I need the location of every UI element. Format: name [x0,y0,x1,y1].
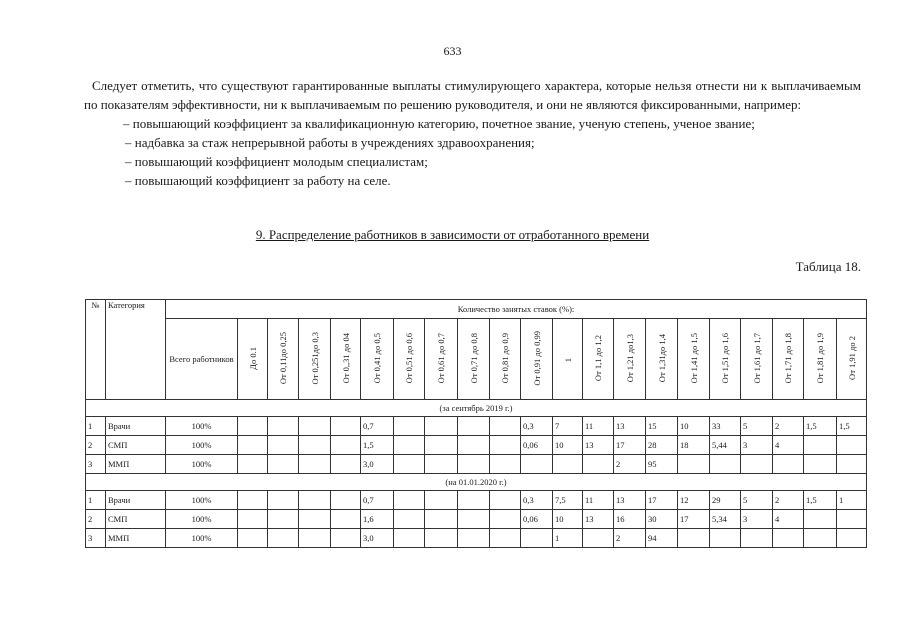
row-value: 0,3 [521,491,553,510]
table-label: Таблица 18. [795,259,861,274]
row-value: 11 [583,417,614,436]
row-value: 0,06 [521,510,553,529]
row-value [804,529,837,548]
row-total: 100% [166,510,238,529]
period-label: (на 01.01.2020 г.) [86,474,867,491]
row-number: 1 [86,417,106,436]
range-label: От 0,91 до 0,99 [531,330,542,386]
row-value: 33 [710,417,741,436]
row-value: 30 [646,510,678,529]
row-value: 94 [646,529,678,548]
row-value [804,436,837,455]
row-value [331,491,361,510]
col-total-header [166,319,238,400]
list-item: – надбавка за стаж непрерывной работы в учреждениях здравоохранения; [125,135,535,150]
row-value [804,455,837,474]
group-header: Количество занятых ставок (%): [166,300,867,319]
range-header [299,319,331,400]
row-number: 2 [86,510,106,529]
row-category: ММП [106,529,166,548]
list-item: – повышающий коэффициент молодым специалистам; [125,154,428,169]
range-header [741,319,773,400]
row-value: 2 [773,417,804,436]
row-value [299,529,331,548]
range-label: От 0,61 до 0,7 [436,332,446,384]
row-value [741,529,773,548]
range-header [804,319,837,400]
row-value [268,417,299,436]
range-label: От 1,31до 1,4 [656,333,667,383]
row-value: 7 [553,417,583,436]
row-value: 4 [773,510,804,529]
row-value [394,455,425,474]
row-value: 0,7 [361,417,394,436]
range-label: До 0.1 [247,346,258,370]
row-value [458,529,490,548]
row-value: 1 [553,529,583,548]
range-label: От 1,61 до 1,7 [751,332,762,384]
row-value: 7,5 [553,491,583,510]
row-value [521,529,553,548]
row-value [238,510,268,529]
row-value [837,510,867,529]
row-value [490,529,521,548]
intro-paragraph: Следует отметить, что существуют гарантированные выплаты стимулирующего характера, которые нельзя отнести ни к выплачиваемым по показателям эффективности, ни к выплачиваемым по решению руководителя, и они не являются фиксированными, например: [84,78,861,112]
row-value: 13 [614,417,646,436]
period-label: (за сентябрь 2019 г.) [86,400,867,417]
row-value [299,510,331,529]
row-value [425,529,458,548]
range-label: От 1,41 до 1,5 [688,332,699,384]
row-value [331,436,361,455]
row-value [238,417,268,436]
row-value: 1,5 [837,417,867,436]
table-row [86,436,867,455]
range-label: От 1,81 до 1,9 [815,332,825,384]
row-value [490,510,521,529]
row-category: СМП [106,510,166,529]
row-value: 13 [583,436,614,455]
row-value [490,491,521,510]
row-value [425,436,458,455]
row-value: 95 [646,455,678,474]
range-label: От 1,71 до 1,8 [783,332,793,384]
table-row [86,529,867,548]
row-value: 1,5 [804,491,837,510]
row-value [299,417,331,436]
row-value [490,417,521,436]
row-value: 4 [773,436,804,455]
row-value [394,417,425,436]
distribution-table [85,299,867,548]
row-value: 1,6 [361,510,394,529]
range-header [553,319,583,400]
range-header [490,319,521,400]
row-value [394,491,425,510]
row-value [490,455,521,474]
row-value [678,529,710,548]
range-header [710,319,741,400]
row-value [521,455,553,474]
row-value [238,529,268,548]
row-value: 17 [646,491,678,510]
row-value [458,417,490,436]
row-value [268,510,299,529]
range-header [614,319,646,400]
row-value: 5,34 [710,510,741,529]
range-header [646,319,678,400]
row-value: 1,5 [804,417,837,436]
row-value [458,455,490,474]
row-value [268,529,299,548]
table-row [86,417,867,436]
range-label: От 0,,31 до 04 [340,332,351,384]
body-text [84,76,861,190]
row-value [837,455,867,474]
range-header [331,319,361,400]
row-value [425,491,458,510]
range-header [361,319,394,400]
row-value [678,455,710,474]
row-value: 10 [678,417,710,436]
row-value [553,455,583,474]
row-value [299,491,331,510]
row-value: 2 [614,455,646,474]
row-value [837,436,867,455]
row-value: 5 [741,417,773,436]
list-item: – повышающий коэффициент за квалификационную категорию, почетное звание, ученую степень, ученое звание; [123,116,755,131]
row-value [331,510,361,529]
row-number: 1 [86,491,106,510]
row-value [268,436,299,455]
row-number: 3 [86,455,106,474]
row-value: 17 [614,436,646,455]
row-value: 0,06 [521,436,553,455]
row-value: 1 [837,491,867,510]
range-label: От 0,251до 0,3 [309,331,320,385]
row-value [741,455,773,474]
range-label: От 1,21 до1,3 [624,333,635,383]
row-value: 2 [614,529,646,548]
table-row [86,491,867,510]
row-total: 100% [166,417,238,436]
row-total: 100% [166,529,238,548]
row-value: 17 [678,510,710,529]
row-value: 10 [553,510,583,529]
range-header [521,319,553,400]
row-value: 3,0 [361,529,394,548]
row-total: 100% [166,436,238,455]
row-value [268,491,299,510]
row-value: 29 [710,491,741,510]
range-label: От 1,51 до 1,6 [720,332,730,384]
row-number: 3 [86,529,106,548]
row-value [331,417,361,436]
row-value: 13 [614,491,646,510]
row-category: ММП [106,455,166,474]
row-value [458,491,490,510]
range-header [773,319,804,400]
row-category: Врачи [106,417,166,436]
row-value [583,455,614,474]
row-value [710,529,741,548]
row-value: 28 [646,436,678,455]
range-label: 1 [562,357,573,362]
range-label: От 0,81 до 0,9 [500,332,510,384]
row-value: 0,7 [361,491,394,510]
range-header [425,319,458,400]
row-value [425,417,458,436]
row-value [299,455,331,474]
row-value [490,436,521,455]
range-label: От 1,1 до 1,2 [593,334,603,382]
table-row [86,510,867,529]
row-number: 2 [86,436,106,455]
row-value: 0,3 [521,417,553,436]
row-value [299,436,331,455]
row-value [773,529,804,548]
row-value: 5,44 [710,436,741,455]
range-header [238,319,268,400]
row-category: Врачи [106,491,166,510]
row-value [331,455,361,474]
range-label: От 0,71 до 0,8 [468,332,479,384]
row-value: 3 [741,436,773,455]
row-category: СМП [106,436,166,455]
row-value [425,455,458,474]
row-value: 3,0 [361,455,394,474]
range-label: От 0,51 до 0,6 [404,332,414,384]
row-value [238,436,268,455]
row-value [837,529,867,548]
row-value: 2 [773,491,804,510]
range-header [394,319,425,400]
range-header [678,319,710,400]
range-header [268,319,299,400]
row-total: 100% [166,491,238,510]
table-row [86,455,867,474]
row-value: 12 [678,491,710,510]
row-value: 5 [741,491,773,510]
row-value [773,455,804,474]
row-value [583,529,614,548]
row-value [238,455,268,474]
section-title: 9. Распределение работников в зависимости от отработанного времени [255,227,650,242]
row-value: 16 [614,510,646,529]
row-value: 3 [741,510,773,529]
row-value: 18 [678,436,710,455]
range-header [583,319,614,400]
row-value [804,510,837,529]
page-number: 633 [443,44,462,58]
row-value [331,529,361,548]
range-header [458,319,490,400]
row-value [394,510,425,529]
row-value: 10 [553,436,583,455]
col-no-header: № [86,300,106,400]
row-value [425,510,458,529]
row-value [394,529,425,548]
row-value: 13 [583,510,614,529]
row-value [458,436,490,455]
col-total-label: Всего работников [169,353,234,364]
row-value [458,510,490,529]
row-value [238,491,268,510]
range-header [837,319,867,400]
range-label: От 0,11до 0,25 [278,331,288,385]
row-value [394,436,425,455]
range-label: От 1,91 до 2 [846,336,857,380]
list-item: – повышающий коэффициент за работу на селе. [125,173,391,188]
row-value: 15 [646,417,678,436]
row-value [268,455,299,474]
row-value: 1,5 [361,436,394,455]
row-total: 100% [166,455,238,474]
col-category-header: Категория [106,300,166,400]
range-label: От 0,41 до 0,5 [372,332,382,384]
row-value [710,455,741,474]
row-value: 11 [583,491,614,510]
